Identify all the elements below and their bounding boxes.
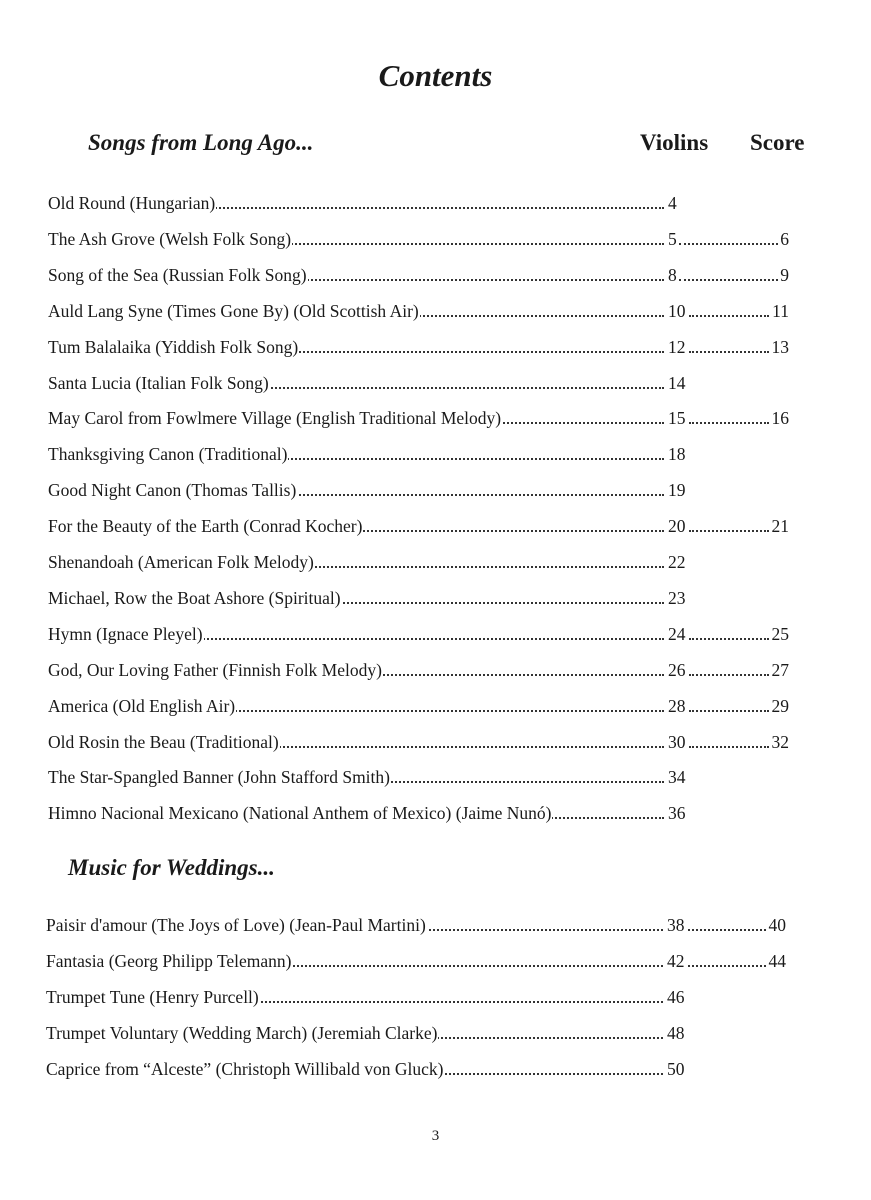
toc-entry-title: Himno Nacional Mexicano (National Anthem of Mexico) (Jaime Nunó) <box>48 800 552 826</box>
toc-entry-violins-page: 24 <box>668 621 696 647</box>
toc-entry-violins-page: 18 <box>668 441 696 467</box>
toc-entry-violins-page: 15 <box>668 405 696 431</box>
toc-entry <box>48 226 789 252</box>
toc-entry-score-page: 27 <box>772 657 790 683</box>
toc-entry <box>48 441 789 467</box>
toc-entry-title: Old Round (Hungarian) <box>48 190 216 216</box>
toc-entry-title: The Star-Spangled Banner (John Stafford Smith) <box>48 764 391 790</box>
toc-entry-title: Song of the Sea (Russian Folk Song) <box>48 262 308 288</box>
dot-leader-score <box>689 422 769 424</box>
toc-entry-violins-page: 23 <box>668 585 696 611</box>
toc-entry-title: Trumpet Tune (Henry Purcell) <box>46 984 260 1010</box>
toc-entry <box>48 585 789 611</box>
toc-entry-title: Auld Lang Syne (Times Gone By) (Old Scottish Air) <box>48 298 420 324</box>
toc-entry-title: Shenandoah (American Folk Melody) <box>48 549 315 575</box>
toc-entry-score-page: 25 <box>772 621 790 647</box>
toc-entry-violins-page: 48 <box>667 1020 695 1046</box>
toc-entry-title: Michael, Row the Boat Ashore (Spiritual) <box>48 585 342 611</box>
toc-entry-score-page: 13 <box>772 334 790 360</box>
toc-entry-title: May Carol from Fowlmere Village (English Traditional Melody) <box>48 405 502 431</box>
toc-entry-violins-page: 8 <box>668 262 696 288</box>
toc-entry-score-page: 40 <box>769 912 787 938</box>
toc-entry <box>48 764 789 790</box>
toc-entry-violins-page: 28 <box>668 693 696 719</box>
toc-entry-title: For the Beauty of the Earth (Conrad Kocher) <box>48 513 363 539</box>
dot-leader-score <box>689 674 769 676</box>
toc-entry-title: Santa Lucia (Italian Folk Song) <box>48 370 270 396</box>
toc-entry <box>46 1056 786 1082</box>
toc-entry-violins-page: 26 <box>668 657 696 683</box>
toc-entry-score-page: 32 <box>772 729 790 755</box>
dot-leader-score <box>689 315 769 317</box>
toc-entry-title: Thanksgiving Canon (Traditional) <box>48 441 288 467</box>
toc-entry <box>48 621 789 647</box>
toc-entry-violins-page: 19 <box>668 477 696 503</box>
dot-leader-score <box>689 746 769 748</box>
toc-entry-score-page: 6 <box>780 226 789 252</box>
toc-entry <box>48 262 789 288</box>
page-number: 3 <box>431 1128 440 1144</box>
toc-entry-title: Paisir d'amour (The Joys of Love) (Jean-Paul Martini) <box>46 912 427 938</box>
toc-entry-title: Hymn (Ignace Pleyel) <box>48 621 204 647</box>
toc-entry-score-page: 11 <box>772 298 789 324</box>
toc-entry-violins-page: 20 <box>668 513 696 539</box>
toc-entry-title: Trumpet Voluntary (Wedding March) (Jeremiah Clarke) <box>46 1020 438 1046</box>
dot-leader-score <box>679 279 778 281</box>
toc-entry-title: Tum Balalaika (Yiddish Folk Song) <box>48 334 299 360</box>
dot-leader-score <box>679 243 778 245</box>
toc-entry-title: Old Rosin the Beau (Traditional) <box>48 729 280 755</box>
toc-entry-score-page: 16 <box>772 405 790 431</box>
toc-entry-violins-page: 10 <box>668 298 696 324</box>
toc-entry <box>48 298 789 324</box>
dot-leader-score <box>689 710 769 712</box>
dot-leader-score <box>688 965 766 967</box>
toc-entry-violins-page: 34 <box>668 764 696 790</box>
toc-entry-title: America (Old English Air) <box>48 693 236 719</box>
toc-entry <box>48 405 789 431</box>
toc-entry-violins-page: 22 <box>668 549 696 575</box>
toc-entry-violins-page: 50 <box>667 1056 695 1082</box>
dot-leader-score <box>689 638 769 640</box>
toc-entry-title: Fantasia (Georg Philipp Telemann) <box>46 948 293 974</box>
section-heading-weddings: Music for Weddings... <box>68 855 275 880</box>
toc-entry-violins-page: 5 <box>668 226 696 252</box>
toc-entry <box>48 693 789 719</box>
toc-entry-title: Good Night Canon (Thomas Tallis) <box>48 477 297 503</box>
toc-entry <box>48 370 789 396</box>
toc-entry <box>48 657 789 683</box>
column-header-violins: Violins <box>640 130 709 155</box>
dot-leader-score <box>689 351 769 353</box>
toc-entry-violins-page: 36 <box>668 800 696 826</box>
toc-entry-violins-page: 30 <box>668 729 696 755</box>
toc-entry <box>48 729 789 755</box>
toc-entry-violins-page: 12 <box>668 334 696 360</box>
toc-entry-violins-page: 4 <box>668 190 696 216</box>
toc-entry <box>46 948 786 974</box>
toc-entry-title: The Ash Grove (Welsh Folk Song) <box>48 226 292 252</box>
dot-leader-score <box>689 530 769 532</box>
column-header-score: Score <box>750 130 805 155</box>
toc-entry-violins-page: 14 <box>668 370 696 396</box>
toc-entry <box>46 912 786 938</box>
toc-entry <box>48 513 789 539</box>
toc-entry <box>46 984 786 1010</box>
toc-entry-title: God, Our Loving Father (Finnish Folk Melody) <box>48 657 383 683</box>
toc-entry <box>48 477 789 503</box>
toc-entry-score-page: 21 <box>772 513 790 539</box>
page-title: Contents <box>378 58 493 93</box>
toc-entry <box>48 800 789 826</box>
toc-entry-violins-page: 38 <box>667 912 695 938</box>
toc-entry <box>48 549 789 575</box>
toc-entry-violins-page: 46 <box>667 984 695 1010</box>
toc-entry-title: Caprice from “Alceste” (Christoph Willibald von Gluck) <box>46 1056 444 1082</box>
toc-entry-score-page: 44 <box>769 948 787 974</box>
toc-entry-score-page: 9 <box>780 262 789 288</box>
toc-entry <box>48 334 789 360</box>
toc-entry-score-page: 29 <box>772 693 790 719</box>
section-heading-songs: Songs from Long Ago... <box>88 130 314 155</box>
toc-entry <box>46 1020 786 1046</box>
toc-entry-violins-page: 42 <box>667 948 695 974</box>
toc-entry <box>48 190 789 216</box>
dot-leader-score <box>688 929 766 931</box>
